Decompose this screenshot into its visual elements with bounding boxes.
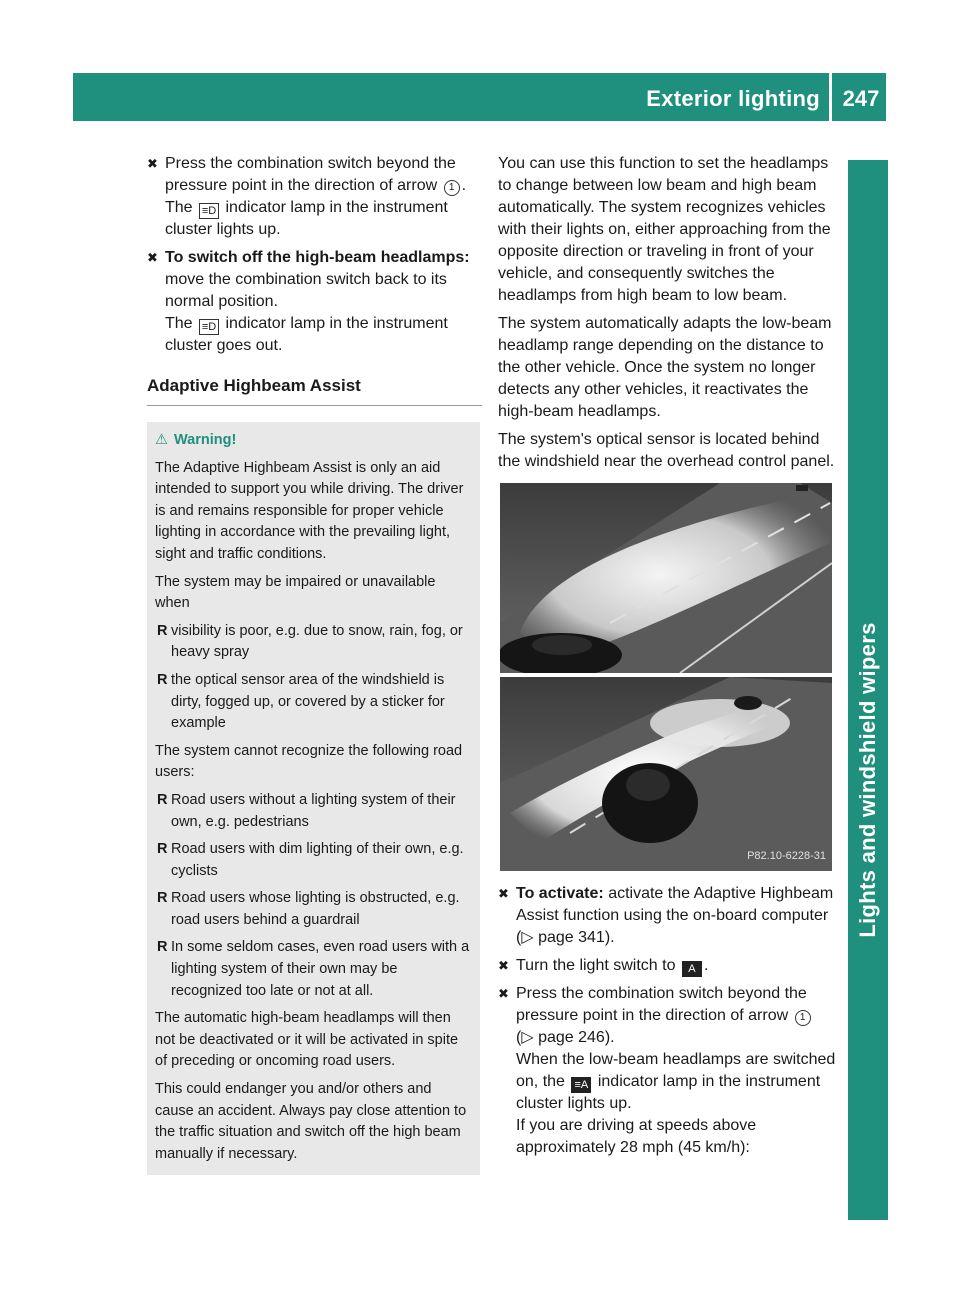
body-paragraph: You can use this function to set the headlamps to change between low beam and high beam automatically. The system recognizes vehicles with their lights on, either approaching from the opposite direction or traveling in front of your vehicle, and consequently switches the headlamps from high beam to low beam.: [498, 155, 831, 304]
panel-divider: [500, 673, 832, 677]
marker-1-icon: 1: [795, 1010, 811, 1026]
step-arrow-icon: ✖: [498, 986, 509, 1001]
headlamp-illustration-svg: [500, 483, 832, 871]
car-ahead: [734, 696, 762, 710]
header-divider: [829, 73, 832, 121]
right-column: [498, 153, 838, 1165]
step-arrow-icon: ✖: [498, 958, 509, 973]
highbeam-assist-indicator-icon: ≡A: [571, 1077, 591, 1093]
page-title: Exterior lighting: [646, 86, 820, 111]
left-column: [147, 153, 482, 1175]
warning-triangle-icon: ⚠: [155, 432, 168, 448]
step-text: Press the combination switch beyond the pressure point in the direction of arrow 1 (▷ page 246). When the low-beam headlamps are switched on, the ≡A indicator lamp in the instrument cluster lights up. If you are driving at speeds above approximately 28 mph (45 km/h):: [516, 985, 836, 1156]
step-arrow-icon: ✖: [147, 156, 158, 171]
instruction-step: [498, 883, 838, 949]
instruction-step: [498, 983, 838, 1159]
high-beam-indicator-icon: ≡D: [199, 203, 219, 219]
car-far: [796, 485, 808, 491]
warning-paragraph: The system cannot recognize the following road users:: [155, 742, 463, 781]
headlamp-illustration: [500, 483, 832, 871]
list-item: R Road users with dim lighting of their own, e.g. cyclists: [157, 841, 464, 879]
warning-paragraph: The Adaptive Highbeam Assist is only an aid intended to support you while driving. The driver is and remains responsible for proper vehicle lighting in accordance with the prevailing light, sight and traffic conditions.: [155, 459, 464, 562]
page-reference-link[interactable]: ▷ page 341: [521, 929, 605, 946]
side-tab-label: Lights and windshield wipers: [855, 622, 880, 938]
page-reference-link[interactable]: (▷ page 246).: [516, 1029, 615, 1046]
figure-label: P82.10-6228-31: [747, 850, 826, 862]
step-text: To activate: activate the Adaptive Highbeam Assist function using the on-board computer (▷ page 341).: [516, 885, 834, 946]
warning-paragraph: The automatic high-beam headlamps will then not be deactivated or it will be activated in spite of preceding or oncoming road users.: [155, 1010, 459, 1070]
list-item: R Road users without a lighting system of their own, e.g. pedestrians: [157, 791, 456, 830]
instruction-step: [147, 153, 482, 241]
warning-paragraph: The system may be impaired or unavailable when: [155, 573, 436, 612]
list-item: R visibility is poor, e.g. due to snow, rain, fog, or heavy spray: [157, 622, 463, 661]
instruction-step: [498, 955, 838, 977]
car-lower-roof: [626, 769, 670, 801]
warning-paragraph: This could endanger you and/or others and cause an accident. Always pay close attention to the traffic situation and switch off the high beam manually if necessary.: [155, 1081, 467, 1162]
list-item: R Road users whose lighting is obstructed, e.g. road users behind a guardrail: [157, 890, 460, 928]
page-number: 247: [842, 86, 880, 111]
car-upper-roof: [532, 635, 592, 655]
body-paragraph: The system automatically adapts the low-beam headlamp range depending on the distance to the other vehicle. Once the system no longer detects any other vehicles, it reactivates the high-beam headlamps.: [498, 315, 832, 420]
section-title: Adaptive Highbeam Assist: [147, 375, 482, 406]
step-text: Press the combination switch beyond the pressure point in the direction of arrow 1 . The ≡D indicator lamp in the instrument cluster lights up.: [165, 155, 467, 238]
list-item: R the optical sensor area of the windshield is dirty, fogged up, or covered by a sticker for example: [157, 671, 445, 732]
body-paragraph: The system's optical sensor is located behind the windshield near the overhead control panel.: [498, 431, 835, 470]
auto-light-symbol-icon: A: [682, 961, 702, 977]
step-text: To switch off the high-beam headlamps: move the combination switch back to its normal position. The ≡D indicator lamp in the instrument cluster goes out.: [165, 249, 470, 354]
marker-1-icon: 1: [444, 180, 460, 196]
high-beam-indicator-icon: ≡D: [199, 319, 219, 335]
step-arrow-icon: ✖: [147, 250, 158, 265]
instruction-step: [147, 247, 482, 357]
warning-heading: ⚠ Warning!: [155, 430, 472, 452]
list-item: R In some seldom cases, even road users with a lighting system of their own may be recognized too late or not at all.: [157, 939, 470, 999]
step-arrow-icon: ✖: [498, 886, 509, 901]
low-beam-glow: [650, 699, 790, 747]
step-text: Turn the light switch to A .: [516, 957, 709, 975]
warning-box: [147, 422, 480, 1175]
